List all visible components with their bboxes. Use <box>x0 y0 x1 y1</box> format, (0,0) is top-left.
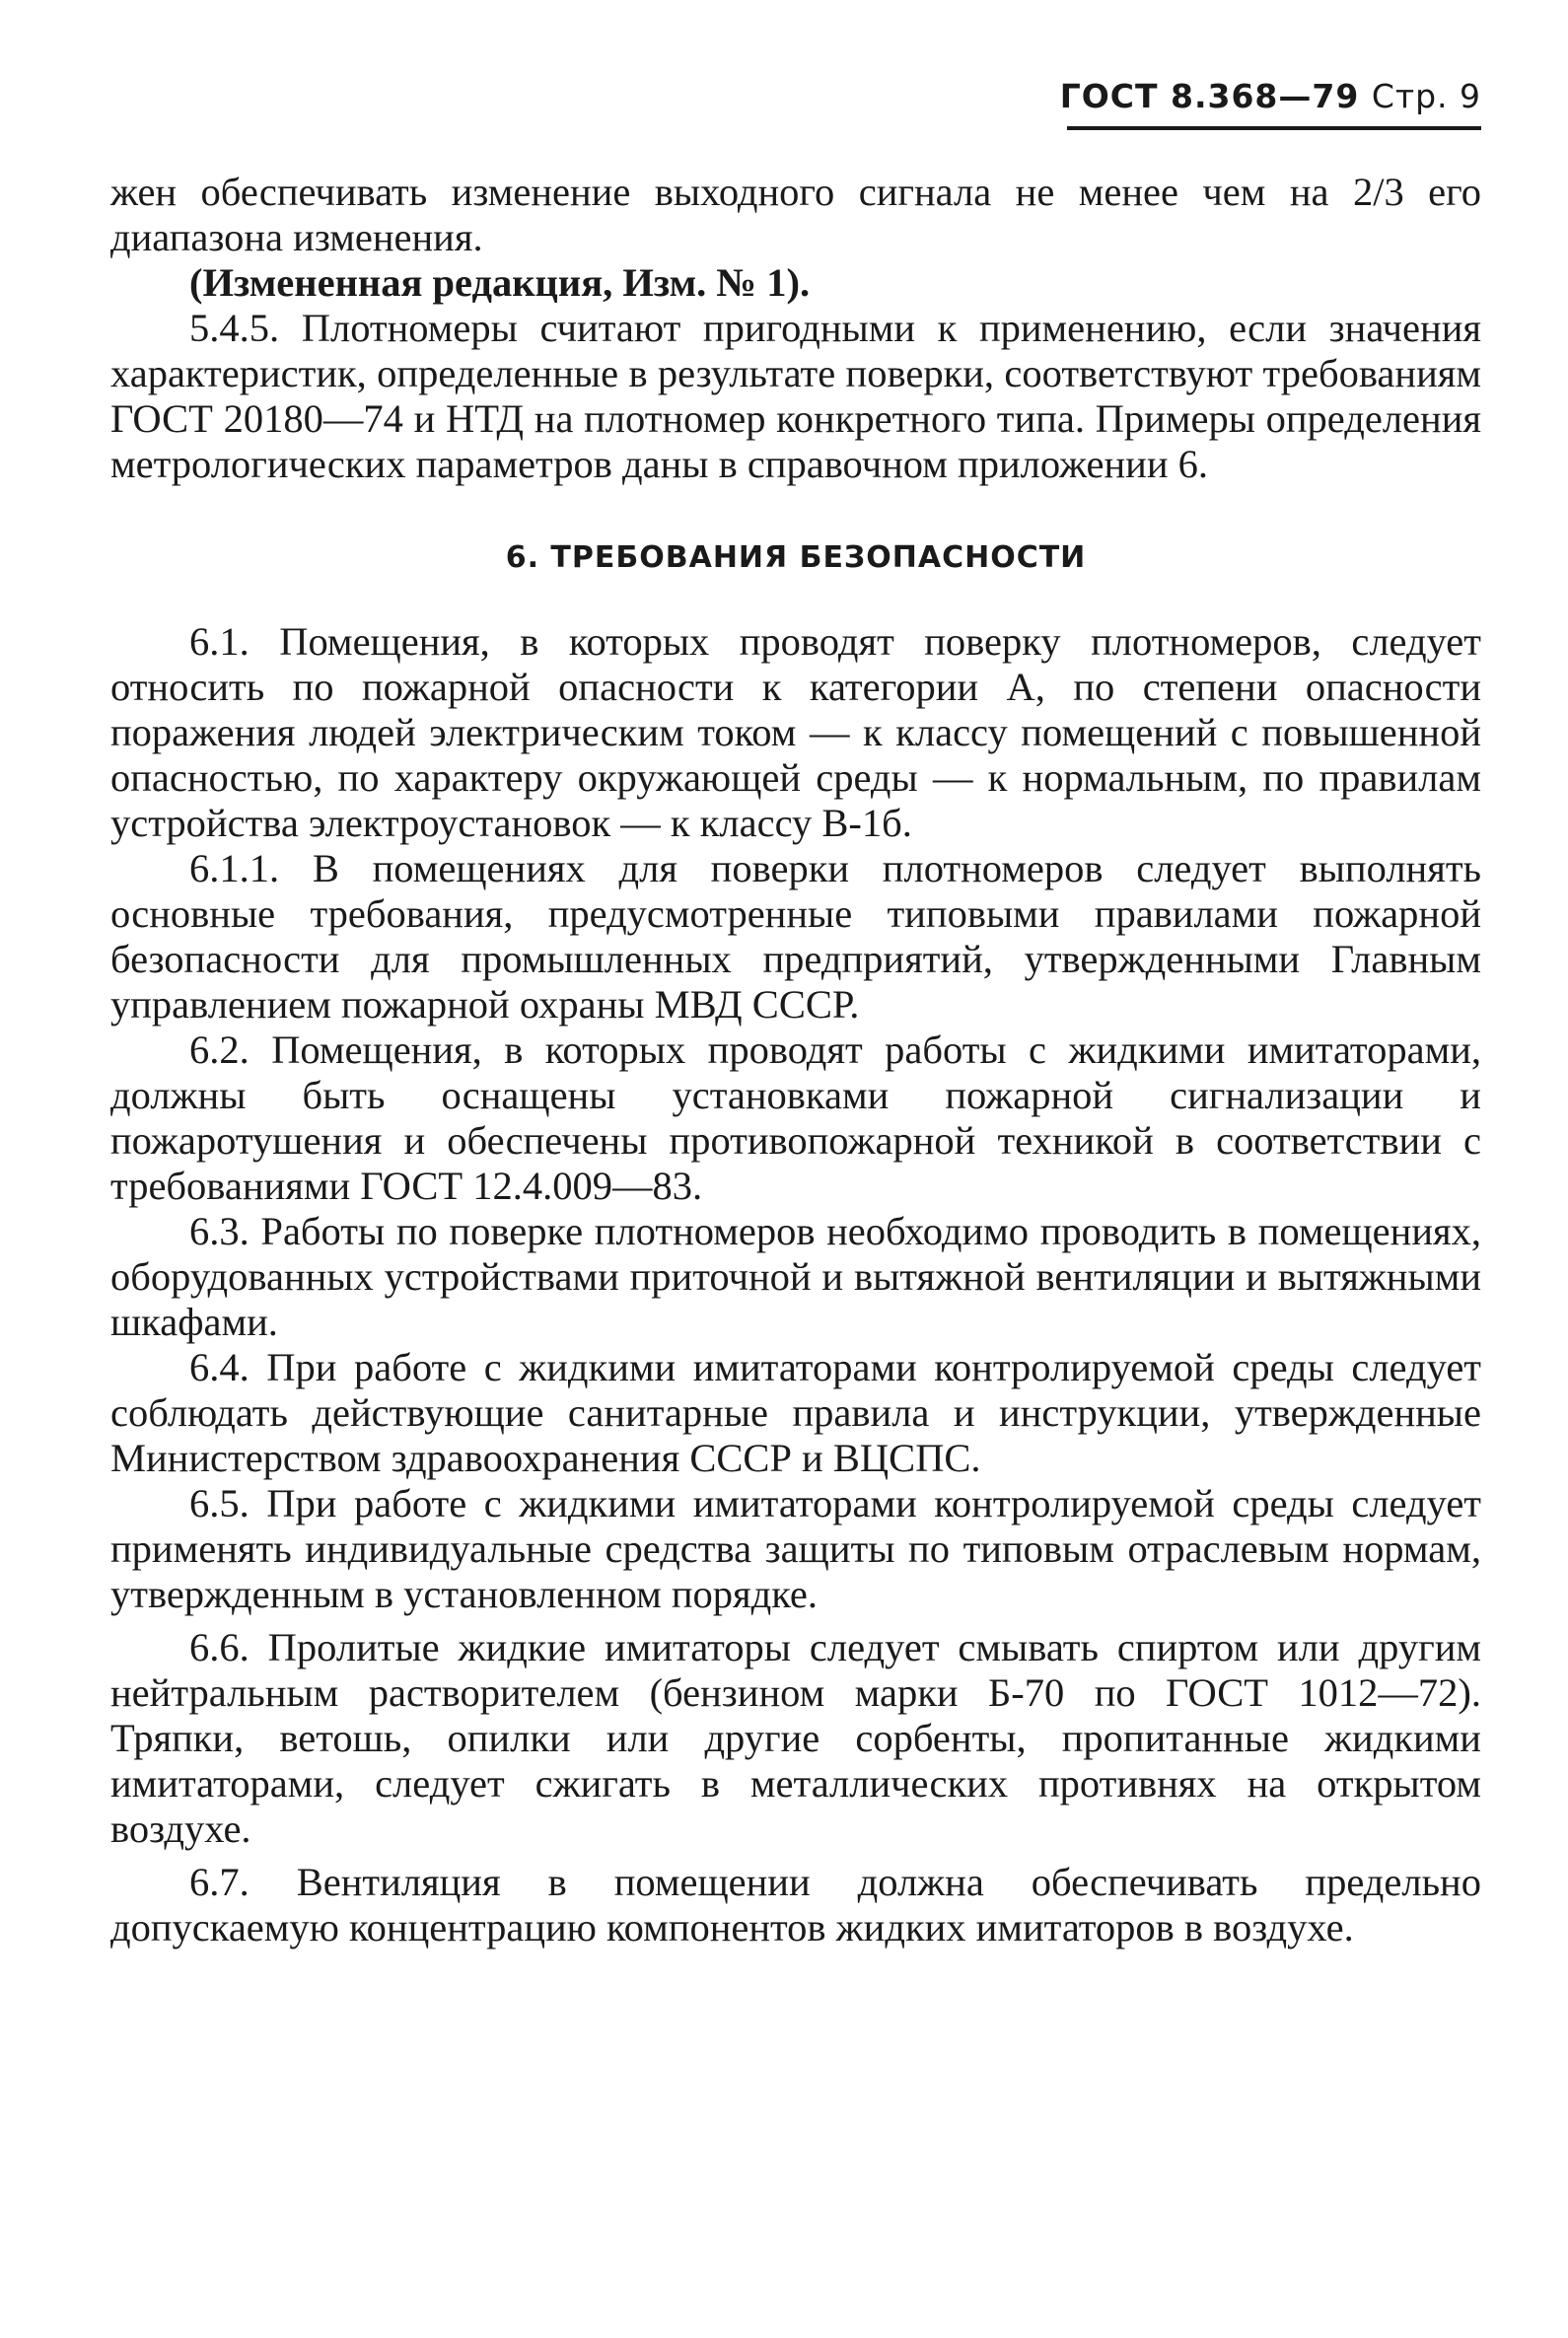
paragraph-6-6: 6.6. Пролитые жидкие имитаторы следует смывать спиртом или другим нейтральным растворителем (бензином марки Б-70 по ГОСТ 1012—72). Тряпки, ветошь, опилки или другие сорбенты, пропитанные жидкими имитаторами, следует сжигать в металлических противнях на открытом воздухе. <box>110 1625 1481 1851</box>
document-page <box>110 0 1481 2338</box>
paragraph-6-1-1: 6.1.1. В помещениях для поверки плотномеров следует выполнять основные требования, предусмотренные типовыми правилами пожарной безопасности для промышленных предприятий, утвержденными Главным управлением пожарной охраны МВД СССР. <box>110 846 1481 1027</box>
paragraph-6-5: 6.5. При работе с жидкими имитаторами контролируемой среды следует применять индивидуальные средства защиты по типовым отраслевым нормам, утвержденным в установленном порядке. <box>110 1481 1481 1616</box>
paragraph-6-2: 6.2. Помещения, в которых проводят работы с жидкими имитаторами, должны быть оснащены установками пожарной сигнализации и пожаротушения и обеспечены противопожарной техникой в соответствии с требованиями ГОСТ 12.4.009—83. <box>110 1027 1481 1208</box>
paragraph-6-3: 6.3. Работы по поверке плотномеров необходимо проводить в помещениях, оборудованных устройствами приточной и вытяжной вентиляции и вытяжными шкафами. <box>110 1209 1481 1344</box>
header-rule <box>1067 126 1481 130</box>
paragraph-6-7: 6.7. Вентиляция в помещении должна обеспечивать предельно допускаемую концентрацию компонентов жидких имитаторов в воздухе. <box>110 1860 1481 1949</box>
page-number: Стр. 9 <box>1371 77 1481 115</box>
amendment-note: (Измененная редакция, Изм. № 1). <box>189 260 811 305</box>
paragraph-6-1: 6.1. Помещения, в которых проводят поверку плотномеров, следует относить по пожарной опасности к категории А, по степени опасности поражения людей электрическим током — к классу помещений с повышенной опасностью, по характеру окружающей среды — к нормальным, по правилам устройства электроустановок — к классу В-1б. <box>110 619 1481 845</box>
paragraph-5-4-5: 5.4.5. Плотномеры считают пригодными к применению, если значения характеристик, определенные в результате поверки, соответствуют требованиям ГОСТ 20180—74 и НТД на плотномер конкретного типа. Примеры определения метрологических параметров даны в справочном приложении 6. <box>110 306 1481 486</box>
paragraph-6-4: 6.4. При работе с жидкими имитаторами контролируемой среды следует соблюдать действующие санитарные правила и инструкции, утвержденные Министерством здравоохранения СССР и ВЦСПС. <box>110 1345 1481 1480</box>
page-header <box>1060 77 1481 115</box>
document-code: ГОСТ 8.368—79 <box>1059 77 1360 115</box>
paragraph-continuation: жен обеспечивать изменение выходного сигнала не менее чем на 2/3 его диапазона изменения. <box>110 170 1481 259</box>
section-title: 6. ТРЕБОВАНИЯ БЕЗОПАСНОСТИ <box>505 540 1087 575</box>
document-body <box>110 170 1481 1950</box>
